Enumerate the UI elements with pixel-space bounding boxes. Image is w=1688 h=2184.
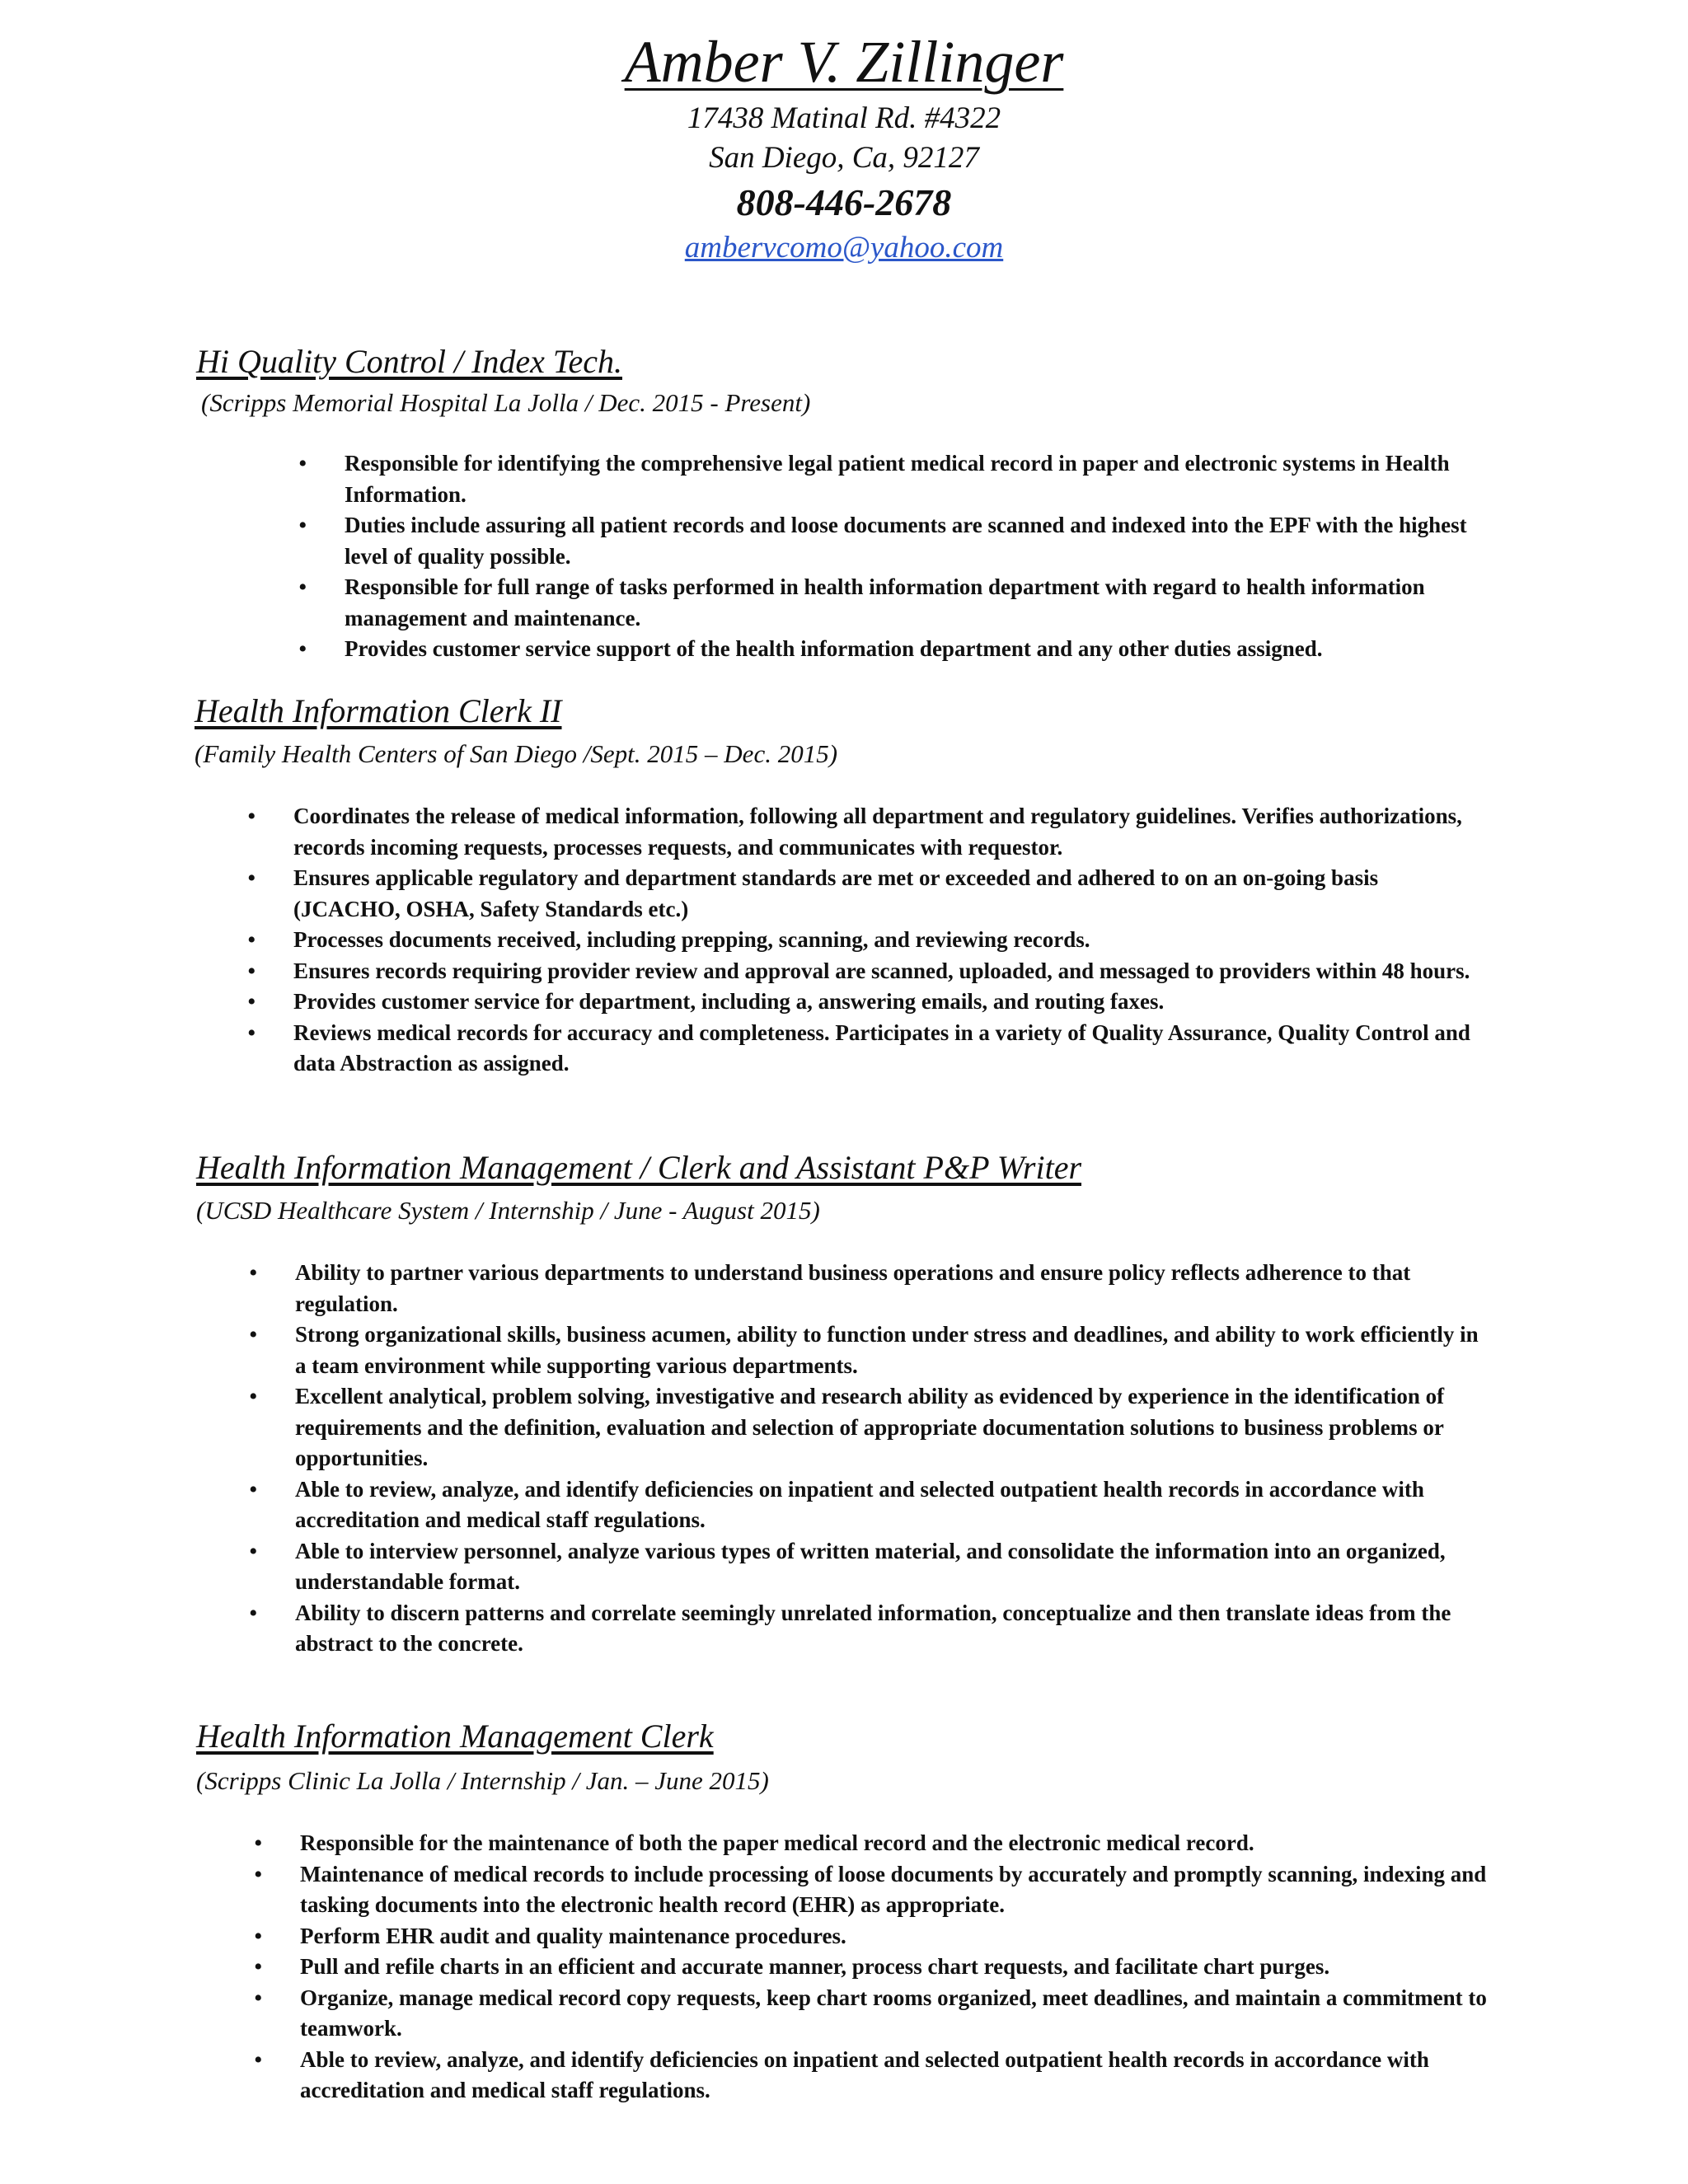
job-title: Hi Quality Control / Index Tech. — [196, 343, 622, 380]
job-title: Health Information Management / Clerk and Assistant P&P Writer — [196, 1149, 1082, 1186]
list-item: • Duties include assuring all patient records and loose documents are scanned and indexed into the EPF with the highest level of quality possible. — [298, 512, 1467, 569]
bullet-icon: • — [298, 574, 307, 601]
duty-list — [298, 448, 1498, 665]
bullet-icon: • — [254, 1953, 263, 1980]
list-item: • Ability to partner various departments to understand business operations and ensure policy reflects adherence to that regulation. — [249, 1259, 1411, 1316]
job-title: Health Information Clerk II — [195, 692, 562, 729]
bullet-icon: • — [254, 1860, 263, 1888]
bullet-icon: • — [254, 2046, 263, 2074]
bullet-icon: • — [249, 1383, 258, 1410]
list-item: • Processes documents received, including prepping, scanning, and reviewing records. — [293, 925, 1480, 956]
duty-list — [254, 1828, 1487, 2107]
bullet-icon: • — [249, 1259, 258, 1286]
list-item: • Organize, manage medical record copy requests, keep chart rooms organized, meet deadlines, and maintain a commitment to teamwork. — [254, 1984, 1487, 2041]
list-item: • Coordinates the release of medical information, following all department and regulatory guidelines. Verifies authorizations, records incoming requests, processes requests, and communicates with requestor. — [247, 803, 1462, 860]
job-organization: (Scripps Memorial Hospital La Jolla / Dec. 2015 - Present) — [201, 388, 811, 417]
list-item: • Provides customer service support of the health information department and any other duties assigned. — [345, 634, 1498, 665]
list-item: • Excellent analytical, problem solving, investigative and research ability as evidenced by experience in the identification of requirements and the definition, evaluation and selection of appropriate documentation solutions to business problems or opportunities. — [249, 1383, 1445, 1470]
list-item: • Perform EHR audit and quality maintenance procedures. — [300, 1921, 1487, 1952]
job-organization: (UCSD Healthcare System / Internship / June - August 2015) — [196, 1196, 820, 1225]
list-item: • Provides customer service for department, including a, answering emails, and routing faxes. — [293, 987, 1480, 1018]
bullet-icon: • — [254, 1830, 263, 1857]
list-item: • Reviews medical records for accuracy and completeness. Participates in a variety of Quality Assurance, Quality Control and data Abstraction as assigned. — [247, 1019, 1470, 1076]
job-organization: (Family Health Centers of San Diego /Sept. 2015 – Dec. 2015) — [195, 739, 838, 768]
email-link[interactable]: ambervcomo@yahoo.com — [684, 231, 1004, 265]
list-item: • Ensures records requiring provider review and approval are scanned, uploaded, and messaged to providers within 48 hours. — [293, 956, 1480, 987]
list-item: • Able to review, analyze, and identify deficiencies on inpatient and selected outpatient health records in accordance with accreditation and medical staff regulations. — [254, 2046, 1429, 2102]
bullet-icon: • — [249, 1321, 258, 1348]
resume-header — [0, 25, 1688, 269]
bullet-icon: • — [254, 1922, 263, 1950]
bullet-icon: • — [247, 988, 256, 1015]
bullet-icon: • — [249, 1537, 258, 1565]
duty-list — [249, 1258, 1482, 1660]
list-item: • Responsible for full range of tasks performed in health information department with regard to health information management and maintenance. — [298, 574, 1425, 630]
bullet-icon: • — [247, 1019, 256, 1047]
list-item: • Strong organizational skills, business acumen, ability to function under stress and deadlines, and ability to work efficiently in a team environment while supporting various departments. — [249, 1321, 1479, 1378]
list-item: • Ensures applicable regulatory and department standards are met or exceeded and adhered to on an on-going basis (JCACHO, OSHA, Safety Standards etc.) — [247, 865, 1379, 921]
bullet-icon: • — [254, 1984, 263, 2012]
list-item: • Able to interview personnel, analyze various types of written material, and consolidate the information into an organized, understandable format. — [249, 1537, 1446, 1594]
list-item: • Able to review, analyze, and identify deficiencies on inpatient and selected outpatient health records in accordance with accreditation and medical staff regulations. — [249, 1475, 1424, 1532]
duty-list — [247, 801, 1480, 1080]
address-line-1: 17438 Matinal Rd. #4322 — [687, 101, 1001, 135]
bullet-icon: • — [247, 803, 256, 830]
bullet-icon: • — [247, 957, 256, 985]
bullet-icon: • — [249, 1599, 258, 1627]
bullet-icon: • — [249, 1475, 258, 1503]
bullet-icon: • — [247, 926, 256, 954]
job-title: Health Information Management Clerk — [196, 1718, 714, 1755]
phone-number: 808-446-2678 — [736, 181, 952, 223]
list-item: • Pull and refile charts in an efficient and accurate manner, process chart requests, and facilitate chart purges. — [300, 1952, 1487, 1983]
bullet-icon: • — [298, 635, 307, 663]
job-organization: (Scripps Clinic La Jolla / Internship / Jan. – June 2015) — [196, 1766, 769, 1795]
bullet-icon: • — [298, 512, 307, 539]
bullet-icon: • — [298, 450, 307, 477]
bullet-icon: • — [247, 865, 256, 892]
list-item: • Responsible for the maintenance of both the paper medical record and the electronic medical record. — [300, 1828, 1487, 1859]
list-item: • Responsible for identifying the comprehensive legal patient medical record in paper and electronic systems in Health Information. — [298, 450, 1450, 507]
list-item: • Maintenance of medical records to include processing of loose documents by accurately and promptly scanning, indexing and tasking documents into the electronic health record (EHR) as appropriate. — [254, 1860, 1487, 1917]
address-line-2: San Diego, Ca, 92127 — [709, 141, 979, 175]
candidate-name: Amber V. Zillinger — [624, 29, 1064, 95]
list-item: • Ability to discern patterns and correlate seemingly unrelated information, conceptualize and then translate ideas from the abstract to the concrete. — [249, 1599, 1451, 1656]
